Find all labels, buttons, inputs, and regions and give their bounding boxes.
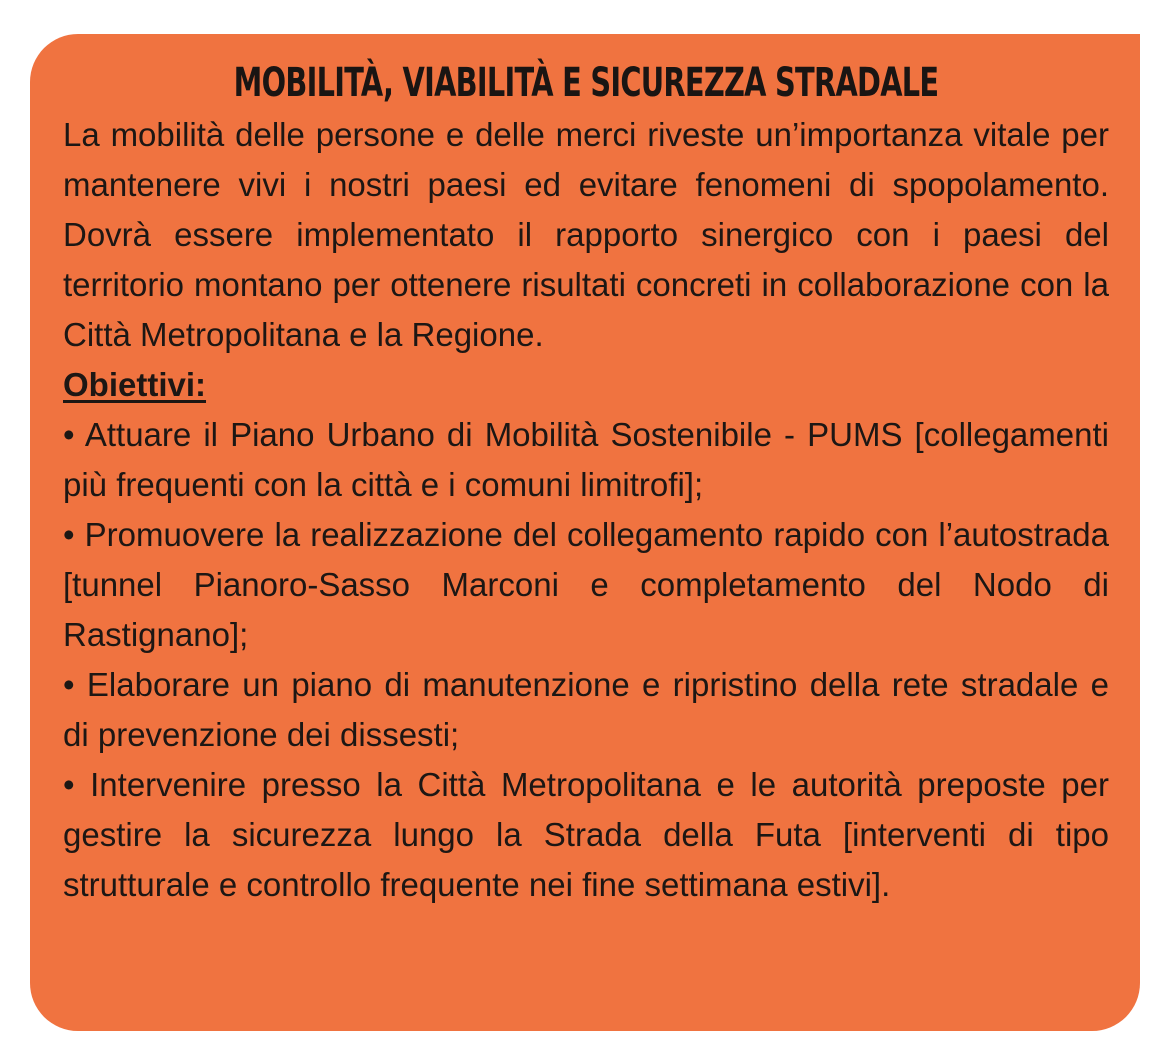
objective-item-1 xyxy=(63,410,1109,510)
intro-paragraph: La mobilità delle persone e delle merci riveste un’importanza vitale per mantenere vivi i nostri paesi ed evitare fenomeni di spopolamento. Dovrà essere implementato il rapporto sinergico con i paesi del territorio montano per ottenere risultati concreti in collaborazione con la Città Metropolitana e la Regione. xyxy=(63,116,1109,353)
bullet-icon: • xyxy=(63,666,75,703)
objectives-heading: Obiettivi: xyxy=(63,366,207,403)
objective-item-3 xyxy=(63,660,1109,760)
mobility-section-panel xyxy=(30,34,1140,1031)
bullet-icon: • xyxy=(63,516,75,553)
objective-text: Elaborare un piano di manutenzione e ripristino della rete stradale e di prevenzione dei dissesti; xyxy=(63,666,1109,753)
objective-item-2 xyxy=(63,510,1109,660)
section-title: MOBILITÀ, VIABILITÀ E SICUREZZA STRADALE xyxy=(233,60,939,106)
objective-text: Attuare il Piano Urbano di Mobilità Sostenibile - PUMS [collegamenti più frequenti con la città e i comuni limitrofi]; xyxy=(63,416,1109,503)
objective-text: Intervenire presso la Città Metropolitana e le autorità preposte per gestire la sicurezza lungo la Strada della Futa [interventi di tipo strutturale e controllo frequente nei fine settimana estivi]. xyxy=(63,766,1109,903)
objective-item-4 xyxy=(63,760,1109,910)
section-body xyxy=(63,110,1109,910)
bullet-icon: • xyxy=(63,416,75,453)
objective-text: Promuovere la realizzazione del collegamento rapido con l’autostrada [tunnel Pianoro-Sasso Marconi e completamento del Nodo di Rastignano]; xyxy=(63,516,1110,653)
bullet-icon: • xyxy=(63,766,75,803)
